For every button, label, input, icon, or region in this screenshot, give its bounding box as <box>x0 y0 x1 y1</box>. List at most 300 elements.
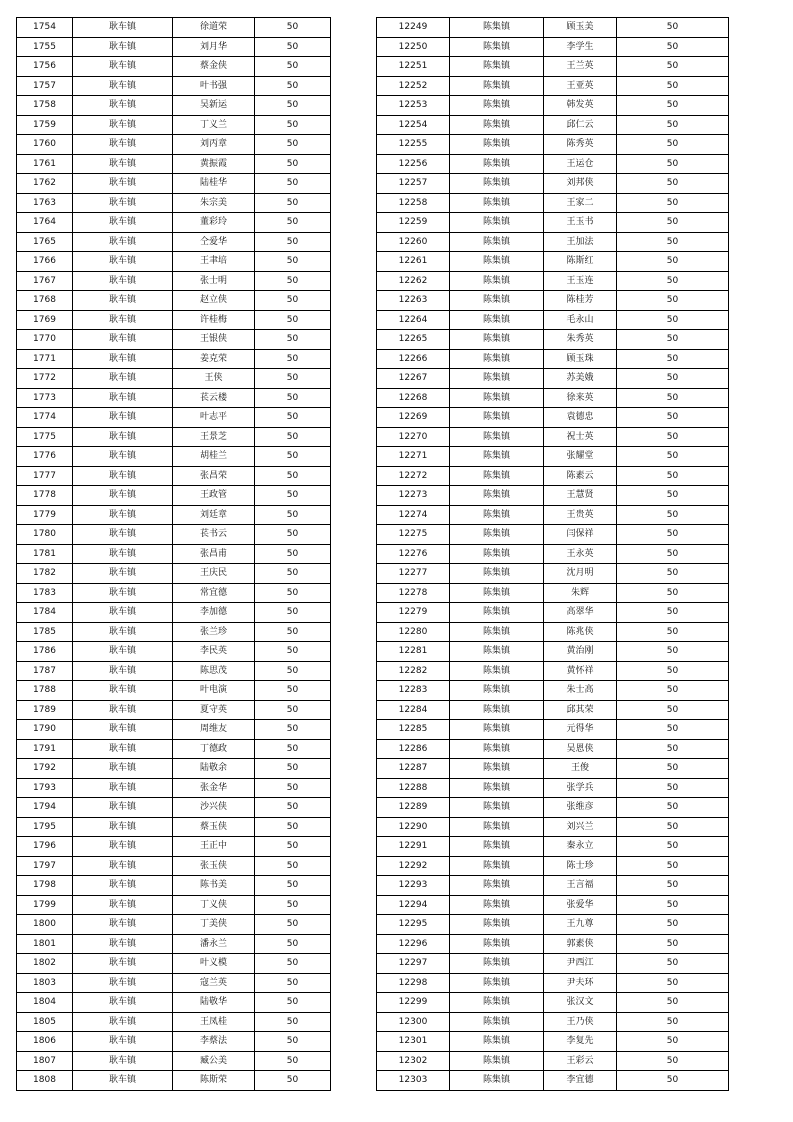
row-number-cell: 12265 <box>377 330 450 350</box>
town-cell: 耿车镇 <box>73 505 173 525</box>
row-number-cell: 1764 <box>17 213 73 233</box>
town-cell: 陈集镇 <box>450 622 544 642</box>
row-number-cell: 1780 <box>17 525 73 545</box>
amount-cell: 50 <box>617 193 729 213</box>
town-cell: 陈集镇 <box>450 349 544 369</box>
amount-cell: 50 <box>617 291 729 311</box>
row-number-cell: 1760 <box>17 135 73 155</box>
name-cell: 张兰珍 <box>173 622 255 642</box>
name-cell: 陈斯荣 <box>173 1071 255 1091</box>
town-cell: 耿车镇 <box>73 18 173 38</box>
name-cell: 王俊 <box>544 759 617 779</box>
town-cell: 陈集镇 <box>450 252 544 272</box>
table-row <box>17 739 331 759</box>
row-number-cell: 12269 <box>377 408 450 428</box>
amount-cell: 50 <box>255 291 331 311</box>
amount-cell: 50 <box>255 486 331 506</box>
amount-cell: 50 <box>255 427 331 447</box>
town-cell: 陈集镇 <box>450 466 544 486</box>
table-row <box>17 583 331 603</box>
amount-cell: 50 <box>255 583 331 603</box>
name-cell: 王运仓 <box>544 154 617 174</box>
amount-cell: 50 <box>617 37 729 57</box>
row-number-cell: 12268 <box>377 388 450 408</box>
name-cell: 陆敬华 <box>173 993 255 1013</box>
town-cell: 陈集镇 <box>450 681 544 701</box>
table-row <box>17 622 331 642</box>
amount-cell: 50 <box>255 778 331 798</box>
name-cell: 尹西江 <box>544 954 617 974</box>
table-row <box>17 973 331 993</box>
amount-cell: 50 <box>617 310 729 330</box>
amount-cell: 50 <box>617 96 729 116</box>
name-cell: 王言福 <box>544 876 617 896</box>
name-cell: 陆桂华 <box>173 174 255 194</box>
town-cell: 耿车镇 <box>73 700 173 720</box>
town-cell: 耿车镇 <box>73 291 173 311</box>
amount-cell: 50 <box>255 954 331 974</box>
town-cell: 耿车镇 <box>73 174 173 194</box>
table-row <box>17 759 331 779</box>
amount-cell: 50 <box>617 798 729 818</box>
row-number-cell: 12250 <box>377 37 450 57</box>
town-cell: 耿车镇 <box>73 486 173 506</box>
amount-cell: 50 <box>255 759 331 779</box>
name-cell: 陈桂芳 <box>544 291 617 311</box>
name-cell: 叶书强 <box>173 76 255 96</box>
town-cell: 陈集镇 <box>450 837 544 857</box>
table-row <box>17 1032 331 1052</box>
table-row <box>377 700 729 720</box>
amount-cell: 50 <box>255 642 331 662</box>
row-number-cell: 12297 <box>377 954 450 974</box>
amount-cell: 50 <box>617 895 729 915</box>
name-cell: 徐道荣 <box>173 18 255 38</box>
name-cell: 郭素侠 <box>544 934 617 954</box>
table-row <box>17 486 331 506</box>
name-cell: 苌书云 <box>173 525 255 545</box>
row-number-cell: 1788 <box>17 681 73 701</box>
table-row <box>377 544 729 564</box>
amount-cell: 50 <box>255 447 331 467</box>
table-row <box>17 388 331 408</box>
amount-cell: 50 <box>617 739 729 759</box>
name-cell: 蔡玉侠 <box>173 817 255 837</box>
amount-cell: 50 <box>255 193 331 213</box>
table-row <box>17 915 331 935</box>
row-number-cell: 1775 <box>17 427 73 447</box>
name-cell: 王聿培 <box>173 252 255 272</box>
town-cell: 耿车镇 <box>73 934 173 954</box>
amount-cell: 50 <box>617 993 729 1013</box>
row-number-cell: 12292 <box>377 856 450 876</box>
row-number-cell: 12286 <box>377 739 450 759</box>
name-cell: 黄怀祥 <box>544 661 617 681</box>
table-row <box>377 954 729 974</box>
town-cell: 陈集镇 <box>450 544 544 564</box>
town-cell: 耿车镇 <box>73 895 173 915</box>
name-cell: 朱士高 <box>544 681 617 701</box>
amount-cell: 50 <box>617 466 729 486</box>
name-cell: 顾玉珠 <box>544 349 617 369</box>
town-cell: 耿车镇 <box>73 778 173 798</box>
name-cell: 王家二 <box>544 193 617 213</box>
town-cell: 耿车镇 <box>73 856 173 876</box>
amount-cell: 50 <box>255 798 331 818</box>
table-row <box>377 720 729 740</box>
row-number-cell: 1758 <box>17 96 73 116</box>
name-cell: 高翠华 <box>544 603 617 623</box>
name-cell: 苏美娥 <box>544 369 617 389</box>
town-cell: 耿车镇 <box>73 115 173 135</box>
town-cell: 陈集镇 <box>450 291 544 311</box>
amount-cell: 50 <box>255 349 331 369</box>
table-row <box>17 681 331 701</box>
amount-cell: 50 <box>255 369 331 389</box>
name-cell: 苌云楼 <box>173 388 255 408</box>
table-row <box>377 252 729 272</box>
amount-cell: 50 <box>255 837 331 857</box>
row-number-cell: 12303 <box>377 1071 450 1091</box>
row-number-cell: 12275 <box>377 525 450 545</box>
row-number-cell: 1759 <box>17 115 73 135</box>
name-cell: 胡桂兰 <box>173 447 255 467</box>
amount-cell: 50 <box>255 408 331 428</box>
amount-cell: 50 <box>255 174 331 194</box>
amount-cell: 50 <box>255 213 331 233</box>
table-row <box>377 115 729 135</box>
town-cell: 陈集镇 <box>450 76 544 96</box>
town-cell: 耿车镇 <box>73 661 173 681</box>
row-number-cell: 12300 <box>377 1012 450 1032</box>
row-number-cell: 12290 <box>377 817 450 837</box>
amount-cell: 50 <box>617 369 729 389</box>
town-cell: 陈集镇 <box>450 486 544 506</box>
amount-cell: 50 <box>617 856 729 876</box>
name-cell: 李学生 <box>544 37 617 57</box>
row-number-cell: 12285 <box>377 720 450 740</box>
name-cell: 吴新运 <box>173 96 255 116</box>
amount-cell: 50 <box>617 213 729 233</box>
amount-cell: 50 <box>617 837 729 857</box>
town-cell: 陈集镇 <box>450 96 544 116</box>
amount-cell: 50 <box>617 1032 729 1052</box>
name-cell: 王政管 <box>173 486 255 506</box>
row-number-cell: 1769 <box>17 310 73 330</box>
amount-cell: 50 <box>617 603 729 623</box>
left-table-body <box>17 18 331 1091</box>
name-cell: 丁义兰 <box>173 115 255 135</box>
town-cell: 陈集镇 <box>450 954 544 974</box>
name-cell: 许桂梅 <box>173 310 255 330</box>
table-row <box>17 18 331 38</box>
town-cell: 耿车镇 <box>73 135 173 155</box>
town-cell: 陈集镇 <box>450 700 544 720</box>
table-row <box>377 349 729 369</box>
name-cell: 夏守英 <box>173 700 255 720</box>
row-number-cell: 12299 <box>377 993 450 1013</box>
table-row <box>17 837 331 857</box>
row-number-cell: 1765 <box>17 232 73 252</box>
row-number-cell: 12293 <box>377 876 450 896</box>
table-row <box>17 76 331 96</box>
name-cell: 王银侠 <box>173 330 255 350</box>
table-row <box>17 564 331 584</box>
town-cell: 陈集镇 <box>450 856 544 876</box>
amount-cell: 50 <box>255 993 331 1013</box>
amount-cell: 50 <box>617 973 729 993</box>
table-row <box>17 544 331 564</box>
name-cell: 王加法 <box>544 232 617 252</box>
town-cell: 耿车镇 <box>73 37 173 57</box>
name-cell: 丁义侠 <box>173 895 255 915</box>
table-row <box>377 505 729 525</box>
row-number-cell: 1799 <box>17 895 73 915</box>
table-row <box>377 895 729 915</box>
town-cell: 陈集镇 <box>450 505 544 525</box>
amount-cell: 50 <box>617 720 729 740</box>
row-number-cell: 1779 <box>17 505 73 525</box>
name-cell: 臧公美 <box>173 1051 255 1071</box>
town-cell: 陈集镇 <box>450 798 544 818</box>
name-cell: 王乃侠 <box>544 1012 617 1032</box>
name-cell: 刘兴兰 <box>544 817 617 837</box>
amount-cell: 50 <box>617 174 729 194</box>
amount-cell: 50 <box>617 915 729 935</box>
name-cell: 蔡金侠 <box>173 57 255 77</box>
table-row <box>377 408 729 428</box>
town-cell: 陈集镇 <box>450 993 544 1013</box>
name-cell: 陆敬余 <box>173 759 255 779</box>
name-cell: 邱其荣 <box>544 700 617 720</box>
row-number-cell: 1803 <box>17 973 73 993</box>
row-number-cell: 12271 <box>377 447 450 467</box>
table-row <box>377 642 729 662</box>
row-number-cell: 1793 <box>17 778 73 798</box>
name-cell: 刘月华 <box>173 37 255 57</box>
row-number-cell: 12267 <box>377 369 450 389</box>
row-number-cell: 1794 <box>17 798 73 818</box>
amount-cell: 50 <box>255 622 331 642</box>
amount-cell: 50 <box>255 252 331 272</box>
name-cell: 李复先 <box>544 1032 617 1052</box>
name-cell: 邱仁云 <box>544 115 617 135</box>
table-row <box>377 759 729 779</box>
town-cell: 陈集镇 <box>450 408 544 428</box>
table-row <box>17 57 331 77</box>
name-cell: 韩发英 <box>544 96 617 116</box>
town-cell: 陈集镇 <box>450 115 544 135</box>
name-cell: 王庆民 <box>173 564 255 584</box>
town-cell: 陈集镇 <box>450 427 544 447</box>
town-cell: 耿车镇 <box>73 1051 173 1071</box>
town-cell: 耿车镇 <box>73 993 173 1013</box>
table-row <box>17 466 331 486</box>
row-number-cell: 12284 <box>377 700 450 720</box>
amount-cell: 50 <box>617 564 729 584</box>
name-cell: 王贵英 <box>544 505 617 525</box>
name-cell: 李蔡法 <box>173 1032 255 1052</box>
table-row <box>17 232 331 252</box>
amount-cell: 50 <box>617 525 729 545</box>
table-row <box>377 1051 729 1071</box>
town-cell: 陈集镇 <box>450 154 544 174</box>
table-row <box>17 252 331 272</box>
table-row <box>17 135 331 155</box>
table-row <box>17 291 331 311</box>
table-row <box>377 135 729 155</box>
town-cell: 耿车镇 <box>73 76 173 96</box>
town-cell: 陈集镇 <box>450 778 544 798</box>
name-cell: 姜克荣 <box>173 349 255 369</box>
town-cell: 耿车镇 <box>73 720 173 740</box>
table-row <box>17 817 331 837</box>
town-cell: 陈集镇 <box>450 1012 544 1032</box>
row-number-cell: 1762 <box>17 174 73 194</box>
town-cell: 陈集镇 <box>450 388 544 408</box>
table-row <box>377 1012 729 1032</box>
amount-cell: 50 <box>255 388 331 408</box>
table-row <box>17 369 331 389</box>
amount-cell: 50 <box>617 135 729 155</box>
town-cell: 陈集镇 <box>450 193 544 213</box>
town-cell: 耿车镇 <box>73 759 173 779</box>
town-cell: 陈集镇 <box>450 564 544 584</box>
town-cell: 陈集镇 <box>450 934 544 954</box>
name-cell: 李宜德 <box>544 1071 617 1091</box>
town-cell: 陈集镇 <box>450 603 544 623</box>
table-row <box>17 115 331 135</box>
table-row <box>377 291 729 311</box>
amount-cell: 50 <box>617 447 729 467</box>
name-cell: 黄振霞 <box>173 154 255 174</box>
amount-cell: 50 <box>617 232 729 252</box>
table-row <box>17 876 331 896</box>
row-number-cell: 12263 <box>377 291 450 311</box>
town-cell: 陈集镇 <box>450 583 544 603</box>
table-row <box>377 369 729 389</box>
town-cell: 陈集镇 <box>450 18 544 38</box>
town-cell: 耿车镇 <box>73 57 173 77</box>
town-cell: 耿车镇 <box>73 603 173 623</box>
town-cell: 陈集镇 <box>450 973 544 993</box>
name-cell: 祝士英 <box>544 427 617 447</box>
name-cell: 张金华 <box>173 778 255 798</box>
town-cell: 耿车镇 <box>73 564 173 584</box>
table-row <box>377 583 729 603</box>
name-cell: 丁德政 <box>173 739 255 759</box>
row-number-cell: 1756 <box>17 57 73 77</box>
table-row <box>377 837 729 857</box>
town-cell: 耿车镇 <box>73 369 173 389</box>
name-cell: 王景芝 <box>173 427 255 447</box>
name-cell: 尹夫环 <box>544 973 617 993</box>
table-row <box>17 193 331 213</box>
town-cell: 陈集镇 <box>450 525 544 545</box>
row-number-cell: 1784 <box>17 603 73 623</box>
row-number-cell: 12296 <box>377 934 450 954</box>
table-row <box>377 271 729 291</box>
name-cell: 刘丙章 <box>173 135 255 155</box>
row-number-cell: 1754 <box>17 18 73 38</box>
town-cell: 耿车镇 <box>73 915 173 935</box>
town-cell: 陈集镇 <box>450 895 544 915</box>
name-cell: 常宜德 <box>173 583 255 603</box>
amount-cell: 50 <box>617 681 729 701</box>
table-row <box>17 330 331 350</box>
amount-cell: 50 <box>617 427 729 447</box>
name-cell: 丁美侠 <box>173 915 255 935</box>
amount-cell: 50 <box>255 973 331 993</box>
row-number-cell: 12288 <box>377 778 450 798</box>
town-cell: 耿车镇 <box>73 583 173 603</box>
table-row <box>377 76 729 96</box>
row-number-cell: 1787 <box>17 661 73 681</box>
town-cell: 陈集镇 <box>450 271 544 291</box>
row-number-cell: 12251 <box>377 57 450 77</box>
town-cell: 耿车镇 <box>73 427 173 447</box>
row-number-cell: 1802 <box>17 954 73 974</box>
town-cell: 耿车镇 <box>73 96 173 116</box>
table-row <box>377 603 729 623</box>
table-row <box>17 1012 331 1032</box>
row-number-cell: 1767 <box>17 271 73 291</box>
row-number-cell: 12257 <box>377 174 450 194</box>
row-number-cell: 1792 <box>17 759 73 779</box>
name-cell: 王彩云 <box>544 1051 617 1071</box>
town-cell: 耿车镇 <box>73 973 173 993</box>
table-row <box>17 642 331 662</box>
amount-cell: 50 <box>255 57 331 77</box>
row-number-cell: 1783 <box>17 583 73 603</box>
amount-cell: 50 <box>255 505 331 525</box>
amount-cell: 50 <box>255 1071 331 1091</box>
town-cell: 耿车镇 <box>73 154 173 174</box>
row-number-cell: 1796 <box>17 837 73 857</box>
name-cell: 王玉连 <box>544 271 617 291</box>
amount-cell: 50 <box>255 720 331 740</box>
town-cell: 耿车镇 <box>73 642 173 662</box>
town-cell: 耿车镇 <box>73 739 173 759</box>
row-number-cell: 1800 <box>17 915 73 935</box>
name-cell: 朱秀英 <box>544 330 617 350</box>
table-row <box>377 778 729 798</box>
row-number-cell: 1782 <box>17 564 73 584</box>
name-cell: 王玉书 <box>544 213 617 233</box>
table-row <box>377 193 729 213</box>
row-number-cell: 12273 <box>377 486 450 506</box>
name-cell: 陈秀英 <box>544 135 617 155</box>
table-row <box>377 525 729 545</box>
name-cell: 张昌甫 <box>173 544 255 564</box>
town-cell: 陈集镇 <box>450 57 544 77</box>
name-cell: 叶志平 <box>173 408 255 428</box>
table-row <box>377 973 729 993</box>
town-cell: 耿车镇 <box>73 1012 173 1032</box>
town-cell: 陈集镇 <box>450 915 544 935</box>
table-row <box>377 661 729 681</box>
row-number-cell: 12301 <box>377 1032 450 1052</box>
name-cell: 王慧贤 <box>544 486 617 506</box>
table-row <box>17 96 331 116</box>
row-number-cell: 12255 <box>377 135 450 155</box>
name-cell: 张学兵 <box>544 778 617 798</box>
name-cell: 王亚英 <box>544 76 617 96</box>
town-cell: 陈集镇 <box>450 310 544 330</box>
amount-cell: 50 <box>617 154 729 174</box>
name-cell: 王侠 <box>173 369 255 389</box>
table-row <box>17 447 331 467</box>
